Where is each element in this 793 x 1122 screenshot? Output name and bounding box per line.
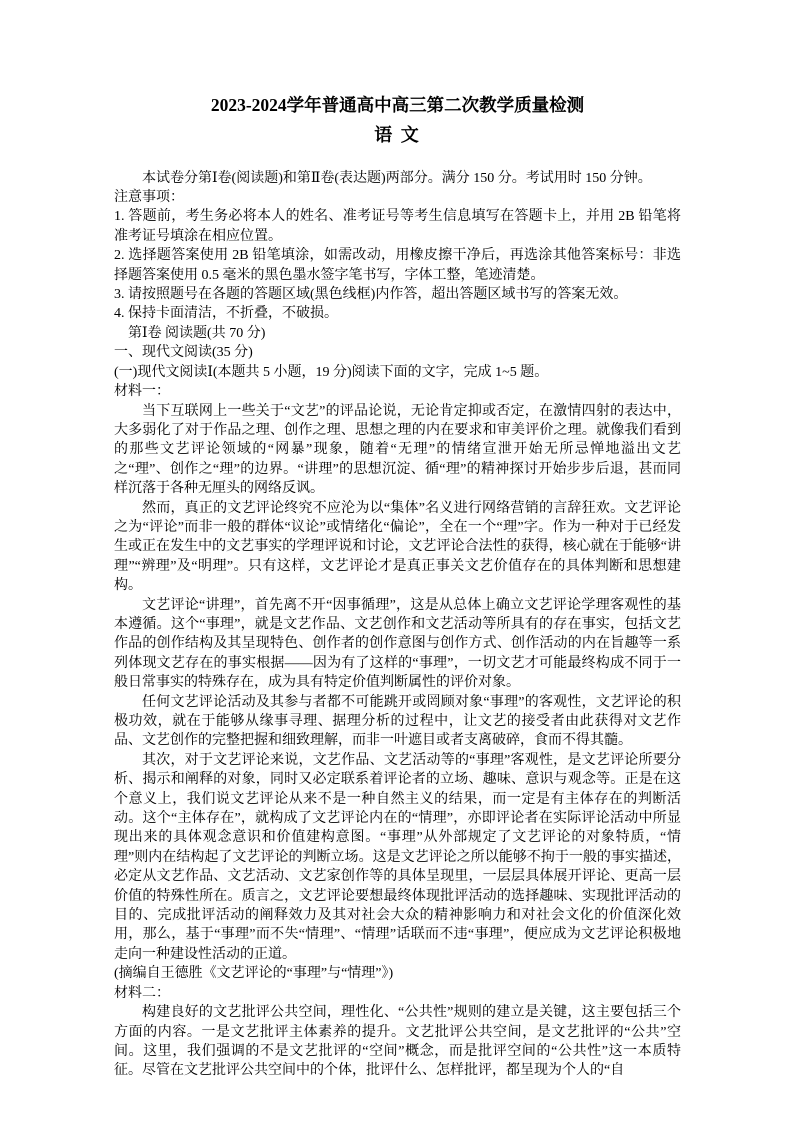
- material-1-para-5: 其次，对于文艺评论来说，文艺作品、文艺活动等的“事理”客观性，是文艺评论所要分析、揭示和阐释的对象，同时又必定联系着评论者的立场、趣味、意识与观念等。正是在这个意义上，我们说文艺评论从来不是一种自然主义的结果，而一定是有主体存在的判断活动。这个“主体存在”，就构成了文艺评论内在的“情理”，亦即评论者在实际评论活动中所显现出来的具体观念意识和价值建构意图。“事理”从外部规定了文艺评论的对象特质，“情理”则内在结构起了文艺评论的判断立场。这是文艺评论之所以能够不拘于一般的事实描述，必定从文艺作品、文艺活动、文艺家创作等的具体呈现里，一层层具体展开评论、更高一层价值的特殊性所在。质言之，文艺评论要想最终体现批评活动的选择趣味、实现批评活动的目的、完成批评活动的阐释效力及其对社会大众的精神影响力和对社会文化的价值深化效用，那么，基于“事理”而不失“情理”、“情理”话联而不违“事理”，便应成为文艺评论积极地走向一种建设性活动的正道。: [114, 752, 681, 962]
- volume-heading: 第Ⅰ卷 阅读题(共 70 分): [128, 325, 266, 341]
- notice-item-4: 4. 保持卡面清洁，不折叠，不破损。: [114, 306, 338, 322]
- notice-heading: 注意事项：: [114, 190, 184, 206]
- exam-title: 2023-2024学年普通高中高三第二次教学质量检测: [210, 95, 585, 115]
- section-heading: 一、现代文阅读(35 分): [114, 345, 253, 361]
- material-1-para-1: 当下互联网上一些关于“文艺”的评品论说，无论肯定抑或否定，在激情四射的表达中，大多弱化了对于作品之理、创作之理、思想之理的内在要求和审美评价之理。就像我们看到的那些文艺评论领域的“网暴”现象，随着“无理”的情绪宣泄开始无所忌惮地溢出文艺之“理”、创作之“理”的边界。“讲理”的思想沉淀、循“理”的精神探讨开始步步后退，甚而同样沉落于各种无厘头的网络反讽。: [114, 403, 681, 497]
- material-2-label: 材料二：: [114, 985, 170, 1001]
- exam-subject: 语 文: [374, 124, 421, 145]
- material-1-attribution: (摘编自王德胜《文艺评论的“事理”与“情理”》): [114, 966, 394, 982]
- document-body: [114, 169, 681, 1081]
- material-1-label: 材料一：: [114, 384, 170, 400]
- notice-item-3: 3. 请按照题号在各题的答题区域(黑色线框)内作答，超出答题区域书写的答案无效。: [114, 287, 628, 303]
- subsection-heading: (一)现代文阅读Ⅰ(本题共 5 小题，19 分)阅读下面的文字，完成 1~5 题。: [114, 364, 549, 380]
- exam-intro: 本试卷分第Ⅰ卷(阅读题)和第Ⅱ卷(表达题)两部分。满分 150 分。考试用时 150 分钟。: [142, 170, 652, 186]
- material-1-para-4: 任何文艺评论活动及其参与者都不可能跳开或罔顾对象“事理”的客观性，文艺评论的积极功效，就在于能够从缘事寻理、据理分析的过程中，让文艺的接受者由此获得对文艺作品、文艺创作的完整把握和细致理解，而非一叶遮目或者支离破碎，食而不得其髓。: [114, 694, 681, 749]
- material-2-para-1: 构建良好的文艺批评公共空间，理性化、“公共性”规则的建立是关键，这主要包括三个方面的内容。一是文艺批评主体素养的提升。文艺批评公共空间，是文艺批评的“公共”空间。这里，我们强调的不是文艺批评的“空间”概念，而是批评空间的“公共性”这一本质特征。尽管在文艺批评公共空间中的个体，批评什么、怎样批评，都呈现为个人的“自: [114, 1005, 681, 1079]
- notice-item-2: 2. 选择题答案使用 2B 铅笔填涂，如需改动，用橡皮擦干净后，再选涂其他答案标号：非选择题答案使用 0.5 毫米的黑色墨水签字笔书写，字体工整，笔迹清楚。: [114, 248, 681, 283]
- notice-item-1: 1. 答题前，考生务必将本人的姓名、准考证号等考生信息填写在答题卡上，并用 2B 铅笔将准考证号填涂在相应位置。: [114, 209, 681, 244]
- material-1-para-3: 文艺评论“讲理”，首先离不开“因事循理”，这是从总体上确立文艺评论学理客观性的基本遵循。这个“事理”，就是文艺作品、文艺创作和文艺活动等所具有的存在事实，包括文艺作品的创作结构及其呈现特色、创作者的创作意图与创作方式、创作活动的内在旨趣等一系列体现文艺存在的事实根据——因为有了这样的“事理”，一切文艺才可能最终构成不同于一般日常事实的特殊存在，成为具有特定价值判断属性的评价对象。: [114, 597, 681, 691]
- material-1-para-2: 然而，真正的文艺评论终究不应沦为以“集体”名义进行网络营销的言辞狂欢。文艺评论之为“评论”而非一般的群体“议论”或情绪化“偏论”，全在一个“理”字。作为一种对于已经发生或正在发生中的文艺事实的学理评说和讨论，文艺评论合法性的获得，核心就在于能够“讲理”“辨理”及“明理”。只有这样，文艺评论才是真正事关文艺价值存在的具体判断和思想建构。: [114, 500, 681, 594]
